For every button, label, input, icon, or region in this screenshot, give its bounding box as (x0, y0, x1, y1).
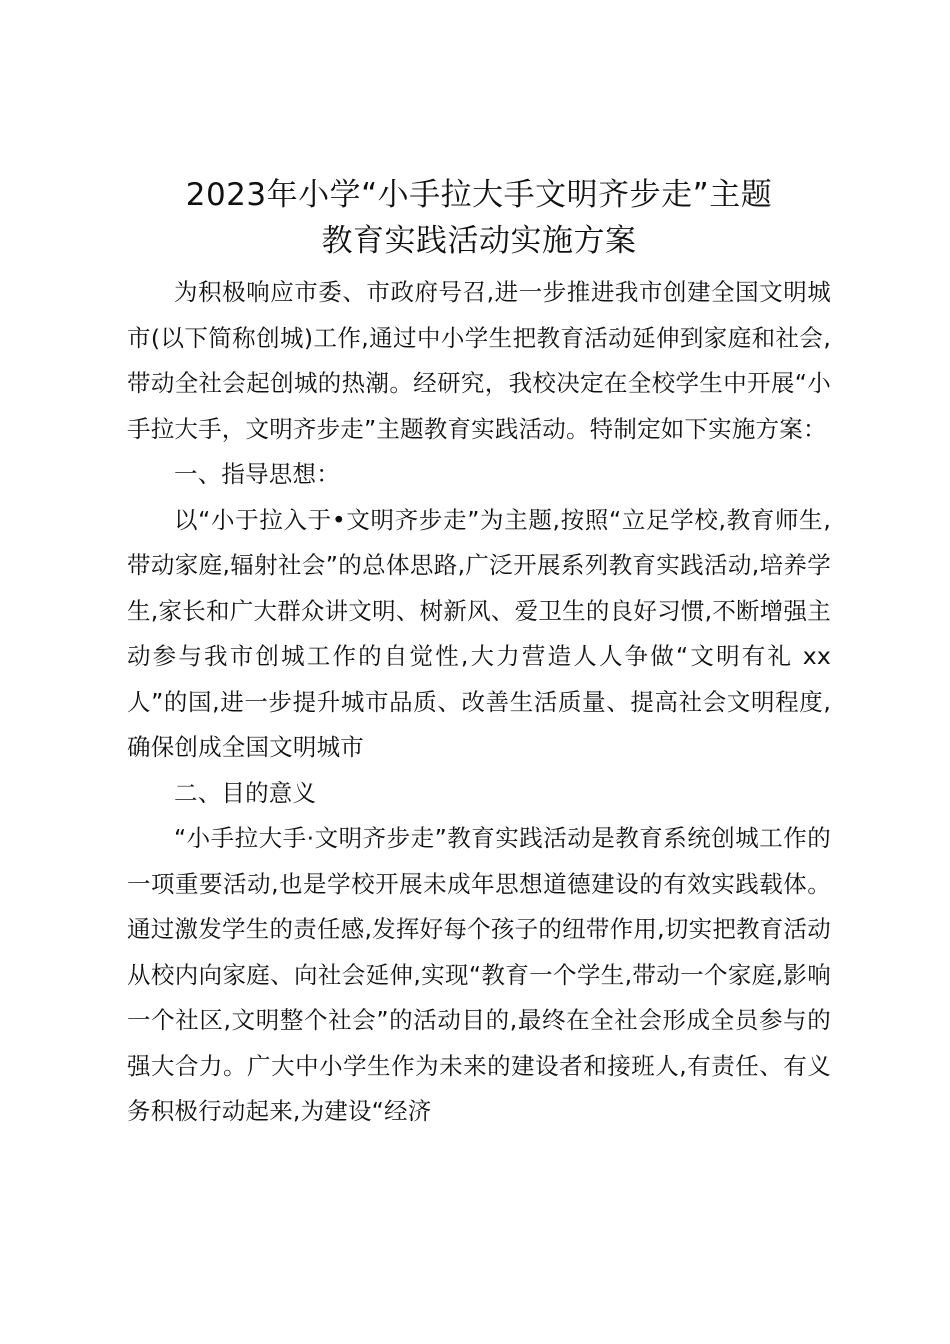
section-2-heading: 二、目的意义 (174, 778, 317, 807)
document-body (127, 270, 831, 1135)
section-1-heading: 一、指导思想： (174, 460, 340, 488)
document-page (127, 172, 831, 1135)
section-1-paragraph: 以“小于拉入于•文明齐步走”为主题,按照“立足学校,教育师生,带动家庭,辐射社会”的总体思路,广泛开展系列教育实践活动,培养学生,家长和广大群众讲文明、树新风、爱卫生的良好习惯,不断增强主动参与我市创城工作的自觉性,大力营造人人争做“文明有礼 xx 人”的国,进一步提升城市品质、改善生活质量、提高社会文明程度,确保创成全国文明城市 (127, 505, 831, 761)
title-line-2: 教育实践活动实施方案 (321, 223, 637, 259)
section-2-paragraph: “小手拉大手·文明齐步走”教育实践活动是教育系统创城工作的一项重要活动,也是学校开展未成年思想道德建设的有效实践载体。通过激发学生的责任感,发挥好每个孩子的纽带作用,切实把教育活动从校内向家庭、向社会延伸,实现“教育一个学生,带动一个家庭,影响一个社区,文明整个社会”的活动目的,最终在全社会形成全员参与的强大合力。广大中小学生作为未来的建设者和接班人,有责任、有义务积极行动起来,为建设“经济 (127, 824, 831, 1125)
intro-paragraph: 为积极响应市委、市政府号召,进一步推进我市创建全国文明城市(以下简称创城)工作,通过中小学生把教育活动延伸到家庭和社会,带动全社会起创城的热潮。经研究，我校决定在全校学生中开展“小手拉大手，文明齐步走”主题教育实践活动。特制定如下实施方案： (127, 278, 831, 443)
title-line-1: 2023年小学“小手拉大手文明齐步走”主题 (185, 177, 773, 213)
document-title (127, 172, 831, 264)
